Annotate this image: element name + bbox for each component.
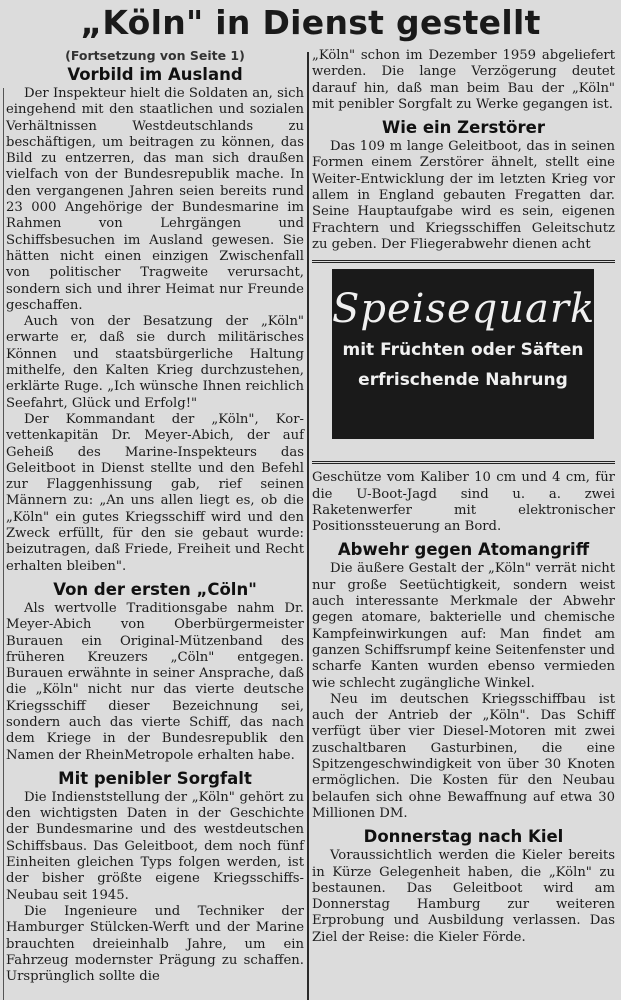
ad-line-2: erfrischende Nahrung — [358, 370, 568, 391]
clipping-edge — [3, 88, 4, 1000]
paragraph: Die äußere Gestalt der „Köln" verrät nicht nur große Seetüchtigkeit, sondern weist auch interessante Merkmale der Abwehr gegen atomare, bakterielle und chemische Kampfeinwirkungen auf: Man findet am ganzen Schiffsrumpf keine Seitenfenster und scharfe Kanten wurden ebenso vermieden wie schlecht zugängliche Winkel. — [312, 561, 615, 691]
left-column — [6, 48, 304, 985]
advertisement — [332, 269, 594, 439]
section-heading-sorgfalt: Mit penibler Sorgfalt — [58, 768, 252, 788]
paragraph: Das 109 m lange Geleitboot, das in seinen Formen einem Zerstörer ähnelt, stellt eine Weiter-Entwicklung der im letzten Krieg vor allem in England gebauten Fregatten dar. Seine Hauptaufgabe wird es sein, eigenen Frachtern und Kriegsschiffen Geleitschutz zu geben. Der Fliegerabwehr dienen acht — [312, 139, 615, 252]
section-heading-vorbild: Vorbild im Ausland — [67, 65, 243, 84]
paragraph: Neu im deutschen Kriegsschiffbau ist auch der Antrieb der „Köln". Das Schiff verfügt über vier Diesel-Motoren mit zwei zuschaltbaren Gasturbinen, die eine Spitzengeschwindigkeit von über 30 Knoten ermöglichen. Die Kosten für den Neubau belaufen sich ohne Bewaffnung auf etwa 30 Millionen DM. — [312, 691, 615, 821]
ad-line-1: mit Früchten oder Säften — [342, 340, 584, 361]
section-heading-zerstoerer: Wie ein Zerstörer — [382, 118, 545, 138]
paragraph: Der Inspekteur hielt die Soldaten an, sich eingehend mit den staatlichen und sozialen Verhältnissen Westdeutschlands zu beschäftigen, um beitragen zu können, das Bild zu entzerren, das man sich draußen vielfach von der Bundesrepublik mache. In den vergangenen Jahren seien bereits rund 23 000 Angehörige der Bundesmarine im Rahmen von Lehrgängen und Schiffsbesuchen im Ausland gewesen. Sie hätten nicht einen einzigen Zwischenfall von politischer Tragweite verursacht, sondern sich und ihrer Heimat nur Freunde geschaffen. — [6, 86, 304, 313]
paragraph: Die Ingenieure und Techniker der Hamburger Stülcken-Werft und der Marine brauchten dreieinhalb Jahre, um ein Fahrzeug modernster Prägung zu schaffen. Ursprünglich sollte die — [6, 903, 304, 985]
paragraph: Der Kommandant der „Köln", Korvettenkapitän Dr. Meyer-Abich, der auf Geheiß des Marine-Inspekteurs das Geleitboot in Dienst stellte und den Befehl zur Flaggenhissung gab, rief seinen Männern zu: „An uns allen liegt es, ob die „Köln" ein gutes Kriegsschiff wird und den Zweck erfüllt, für den sie gebaut wurde: beizutragen, daß Friede, Freiheit und Recht erhalten bleiben". — [6, 411, 304, 574]
headline: „Köln" in Dienst gestellt — [80, 3, 541, 42]
paragraph: Die Indienststellung der „Köln" gehört zu den wichtigsten Daten in der Geschichte der Bundesmarine und des westdeutschen Schiffsbaus. Das Geleitboot, dem noch fünf Einheiten gleichen Typs folgen werden, ist der bisher größte eigene Kriegsschiffs-Neubau seit 1945. — [6, 789, 304, 903]
ad-brand: Speisequark — [332, 286, 596, 333]
continuation-note: (Fortsetzung von Seite 1) — [65, 48, 245, 63]
right-column — [312, 48, 615, 946]
paragraph: „Köln" schon im Dezember 1959 abgeliefert werden. Die lange Verzögerung deutet darauf hin, daß man beim Bau der „Köln" mit penibler Sorgfalt zu Werke gegangen ist. — [312, 48, 615, 112]
advertisement-frame — [312, 260, 615, 464]
paragraph: Als wertvolle Traditionsgabe nahm Dr. Meyer-Abich von Oberbürgermeister Burauen ein Original-Mützenband des früheren Kreuzers „Cöln" entgegen. Burauen erwähnte in seiner Ansprache, daß die „Köln" nicht nur das vierte deutsche Kriegsschiff dieser Bezeichnung sei, sondern auch das vierte Schiff, das nach dem Kriege in der Bundesrepublik den Namen der RheinMetropole erhalten habe. — [6, 600, 304, 763]
section-heading-atomangriff: Abwehr gegen Atomangriff — [337, 540, 590, 560]
paragraph: Auch von der Besatzung der „Köln" erwarte er, daß sie durch militärisches Können und staatsbürgerliche Haltung mithelfe, den Kalten Krieg durchzustehen, erklärte Ruge. „Ich wünsche Ihnen reichlich Seefahrt, Glück und Erfolg!" — [6, 314, 304, 411]
column-divider — [307, 52, 309, 1000]
section-heading-kiel: Donnerstag nach Kiel — [363, 827, 564, 847]
paragraph: Voraussichtlich werden die Kieler bereits in Kürze Gelegenheit haben, die „Köln" zu bestaunen. Das Geleitboot wird am Donnerstag Hamburg zur weiteren Erprobung und Ausbildung verlassen. Das Ziel der Reise: die Kieler Förde. — [312, 848, 615, 945]
paragraph: Geschütze vom Kaliber 10 cm und 4 cm, für die U-Boot-Jagd sind u. a. zwei Raketenwerfer mit elektronischer Positionssteuerung an Bord. — [312, 470, 615, 535]
section-heading-coeln: Von der ersten „Cöln" — [53, 579, 257, 599]
